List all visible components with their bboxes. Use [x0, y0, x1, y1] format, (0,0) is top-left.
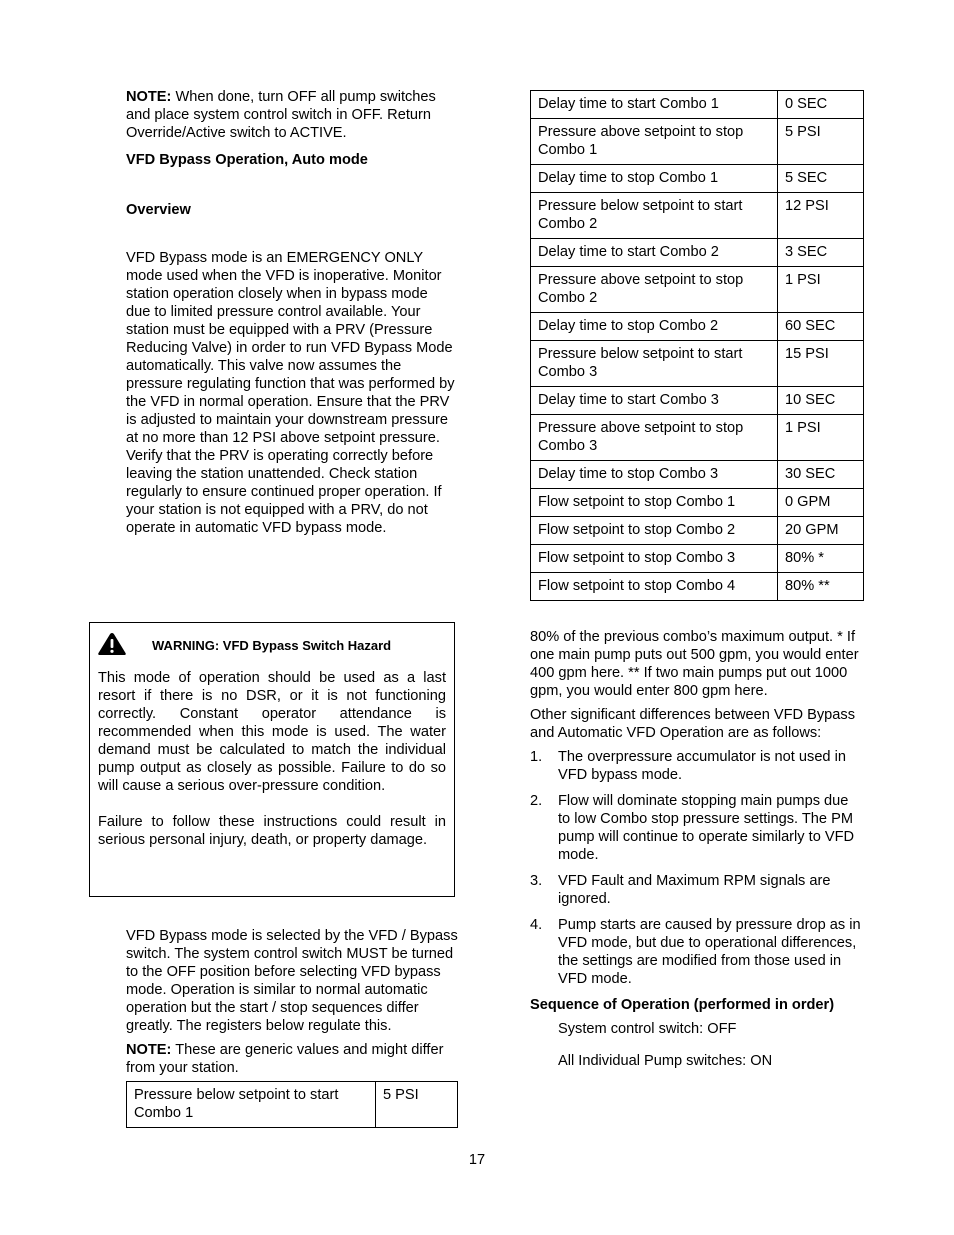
- register-value: 3 SEC: [778, 239, 864, 267]
- table-row: [531, 119, 864, 165]
- note2-text: These are generic values and might differ from your station.: [126, 1042, 444, 1076]
- register-value: 60 SEC: [778, 313, 864, 341]
- register-label: Delay time to start Combo 1: [531, 91, 778, 119]
- register-label: Pressure above setpoint to stop Combo 2: [531, 267, 778, 313]
- table-row: [531, 239, 864, 267]
- left-column-lower: [126, 927, 458, 1128]
- register-label: Delay time to stop Combo 1: [531, 165, 778, 193]
- register-label: Flow setpoint to stop Combo 2: [531, 517, 778, 545]
- list-text: The overpressure accumulator is not used in VFD bypass mode.: [558, 749, 846, 783]
- register-label: Pressure below setpoint to start Combo 1: [127, 1082, 376, 1128]
- left-column: [126, 88, 456, 537]
- warning-header: [98, 633, 446, 655]
- register-value: 80% *: [778, 545, 864, 573]
- register-value: 20 GPM: [778, 517, 864, 545]
- table-row: [531, 415, 864, 461]
- overview-title: Overview: [126, 202, 191, 218]
- table-row: [531, 489, 864, 517]
- note-label: NOTE:: [126, 89, 172, 105]
- register-label: Pressure above setpoint to stop Combo 1: [531, 119, 778, 165]
- list-item: [530, 916, 864, 988]
- register-value: 5 SEC: [778, 165, 864, 193]
- list-text: VFD Fault and Maximum RPM signals are ignored.: [558, 873, 831, 907]
- sequence-step: System control switch: OFF: [558, 1021, 737, 1037]
- register-label: Pressure above setpoint to stop Combo 3: [531, 415, 778, 461]
- section-title: VFD Bypass Operation, Auto mode: [126, 152, 368, 168]
- table-row: [531, 341, 864, 387]
- list-item: [530, 792, 864, 864]
- differences-list: [530, 748, 864, 988]
- list-number: 4.: [530, 917, 543, 933]
- differences-intro: Other significant differences between VFD Bypass and Automatic VFD Operation are as follows:: [530, 707, 856, 741]
- register-table-right: [530, 90, 864, 601]
- note-text: When done, turn OFF all pump switches and place system control switch in OFF. Return Override/Active switch to ACTIVE.: [126, 89, 436, 141]
- table-row: [531, 165, 864, 193]
- register-value: 1 PSI: [778, 415, 864, 461]
- table-row: [531, 517, 864, 545]
- sequence-step: All Individual Pump switches: ON: [558, 1053, 773, 1069]
- table-row: [531, 267, 864, 313]
- list-number: 1.: [530, 749, 543, 765]
- list-number: 3.: [530, 873, 543, 889]
- table-row: [531, 461, 864, 489]
- register-value: 10 SEC: [778, 387, 864, 415]
- warning-paragraph-2: Failure to follow these instructions could result in serious personal injury, death, or property damage.: [98, 814, 446, 848]
- overview-text: VFD Bypass mode is an EMERGENCY ONLY mode used when the VFD is inoperative. Monitor station operation closely when in bypass mode due to limited pressure control available. Your station must be equipped with a PRV (Pressure Reducing Valve) in order to run VFD Bypass Mode automatically. This valve now assumes the pressure regulating function that was performed by the VFD in normal operation. Ensure that the PRV is adjusted to maintain your downstream pressure at no more than 12 PSI above setpoint pressure. Verify that the PRV is operating correctly before leaving the station unattended. Check station regularly to ensure continued proper operation. If your station is not equipped with a PRV, do not operate in automatic VFD bypass mode.: [126, 250, 455, 536]
- register-label: Pressure below setpoint to start Combo 2: [531, 193, 778, 239]
- register-label: Delay time to start Combo 2: [531, 239, 778, 267]
- sequence-title: Sequence of Operation (performed in order): [530, 997, 835, 1013]
- note2-label: NOTE:: [126, 1042, 172, 1058]
- register-value: 5 PSI: [778, 119, 864, 165]
- warning-paragraph-1: This mode of operation should be used as a last resort if there is no DSR, or it is not functioning correctly. Constant operator attendance is recommended when this mode is used. The water demand must be calculated to match the individual pump output as closely as possible. Failure to do so will cause a serious over-pressure condition.: [98, 670, 446, 794]
- table-row: [531, 313, 864, 341]
- register-value: 30 SEC: [778, 461, 864, 489]
- page-number: 17: [468, 1152, 486, 1168]
- list-text: Flow will dominate stopping main pumps due to low Combo stop pressure settings. The PM pump will continue to operate similarly to VFD mode.: [558, 793, 855, 863]
- register-value: 0 SEC: [778, 91, 864, 119]
- register-value: 15 PSI: [778, 341, 864, 387]
- register-value: 5 PSI: [376, 1082, 458, 1128]
- table-row: [531, 387, 864, 415]
- register-value: 1 PSI: [778, 267, 864, 313]
- register-value: 12 PSI: [778, 193, 864, 239]
- list-item: [530, 748, 864, 784]
- list-item: [530, 872, 864, 908]
- right-column: [530, 90, 864, 1070]
- register-label: Flow setpoint to stop Combo 3: [531, 545, 778, 573]
- selection-text: VFD Bypass mode is selected by the VFD / Bypass switch. The system control switch MUST be turned to the OFF position before selecting VFD bypass mode. Operation is similar to normal automatic operation but the start / stop sequences differ greatly. The registers below regulate this.: [126, 928, 458, 1034]
- register-label: Delay time to start Combo 3: [531, 387, 778, 415]
- register-label: Delay time to stop Combo 2: [531, 313, 778, 341]
- register-label: Flow setpoint to stop Combo 4: [531, 573, 778, 601]
- register-table-left: [126, 1081, 458, 1128]
- table-row: [127, 1082, 458, 1128]
- warning-triangle-icon: [97, 632, 127, 656]
- note2-paragraph: [126, 1041, 458, 1077]
- register-label: Pressure below setpoint to start Combo 3: [531, 341, 778, 387]
- register-label: Flow setpoint to stop Combo 1: [531, 489, 778, 517]
- list-number: 2.: [530, 793, 543, 809]
- table-row: [531, 193, 864, 239]
- warning-title: WARNING: VFD Bypass Switch Hazard: [152, 638, 392, 653]
- note-paragraph: [126, 88, 456, 142]
- table-row: [531, 573, 864, 601]
- table-row: [531, 545, 864, 573]
- list-text: Pump starts are caused by pressure drop as in VFD mode, but due to operational differences, the settings are modified from those used in VFD mode.: [558, 917, 861, 987]
- footnote-text: 80% of the previous combo’s maximum output. * If one main pump puts out 500 gpm, you would enter 400 gpm here. ** If two main pumps put out 1000 gpm, you would enter 800 gpm here.: [530, 629, 859, 699]
- register-value: 80% **: [778, 573, 864, 601]
- warning-box: [89, 622, 455, 897]
- register-value: 0 GPM: [778, 489, 864, 517]
- table-row: [531, 91, 864, 119]
- register-label: Delay time to stop Combo 3: [531, 461, 778, 489]
